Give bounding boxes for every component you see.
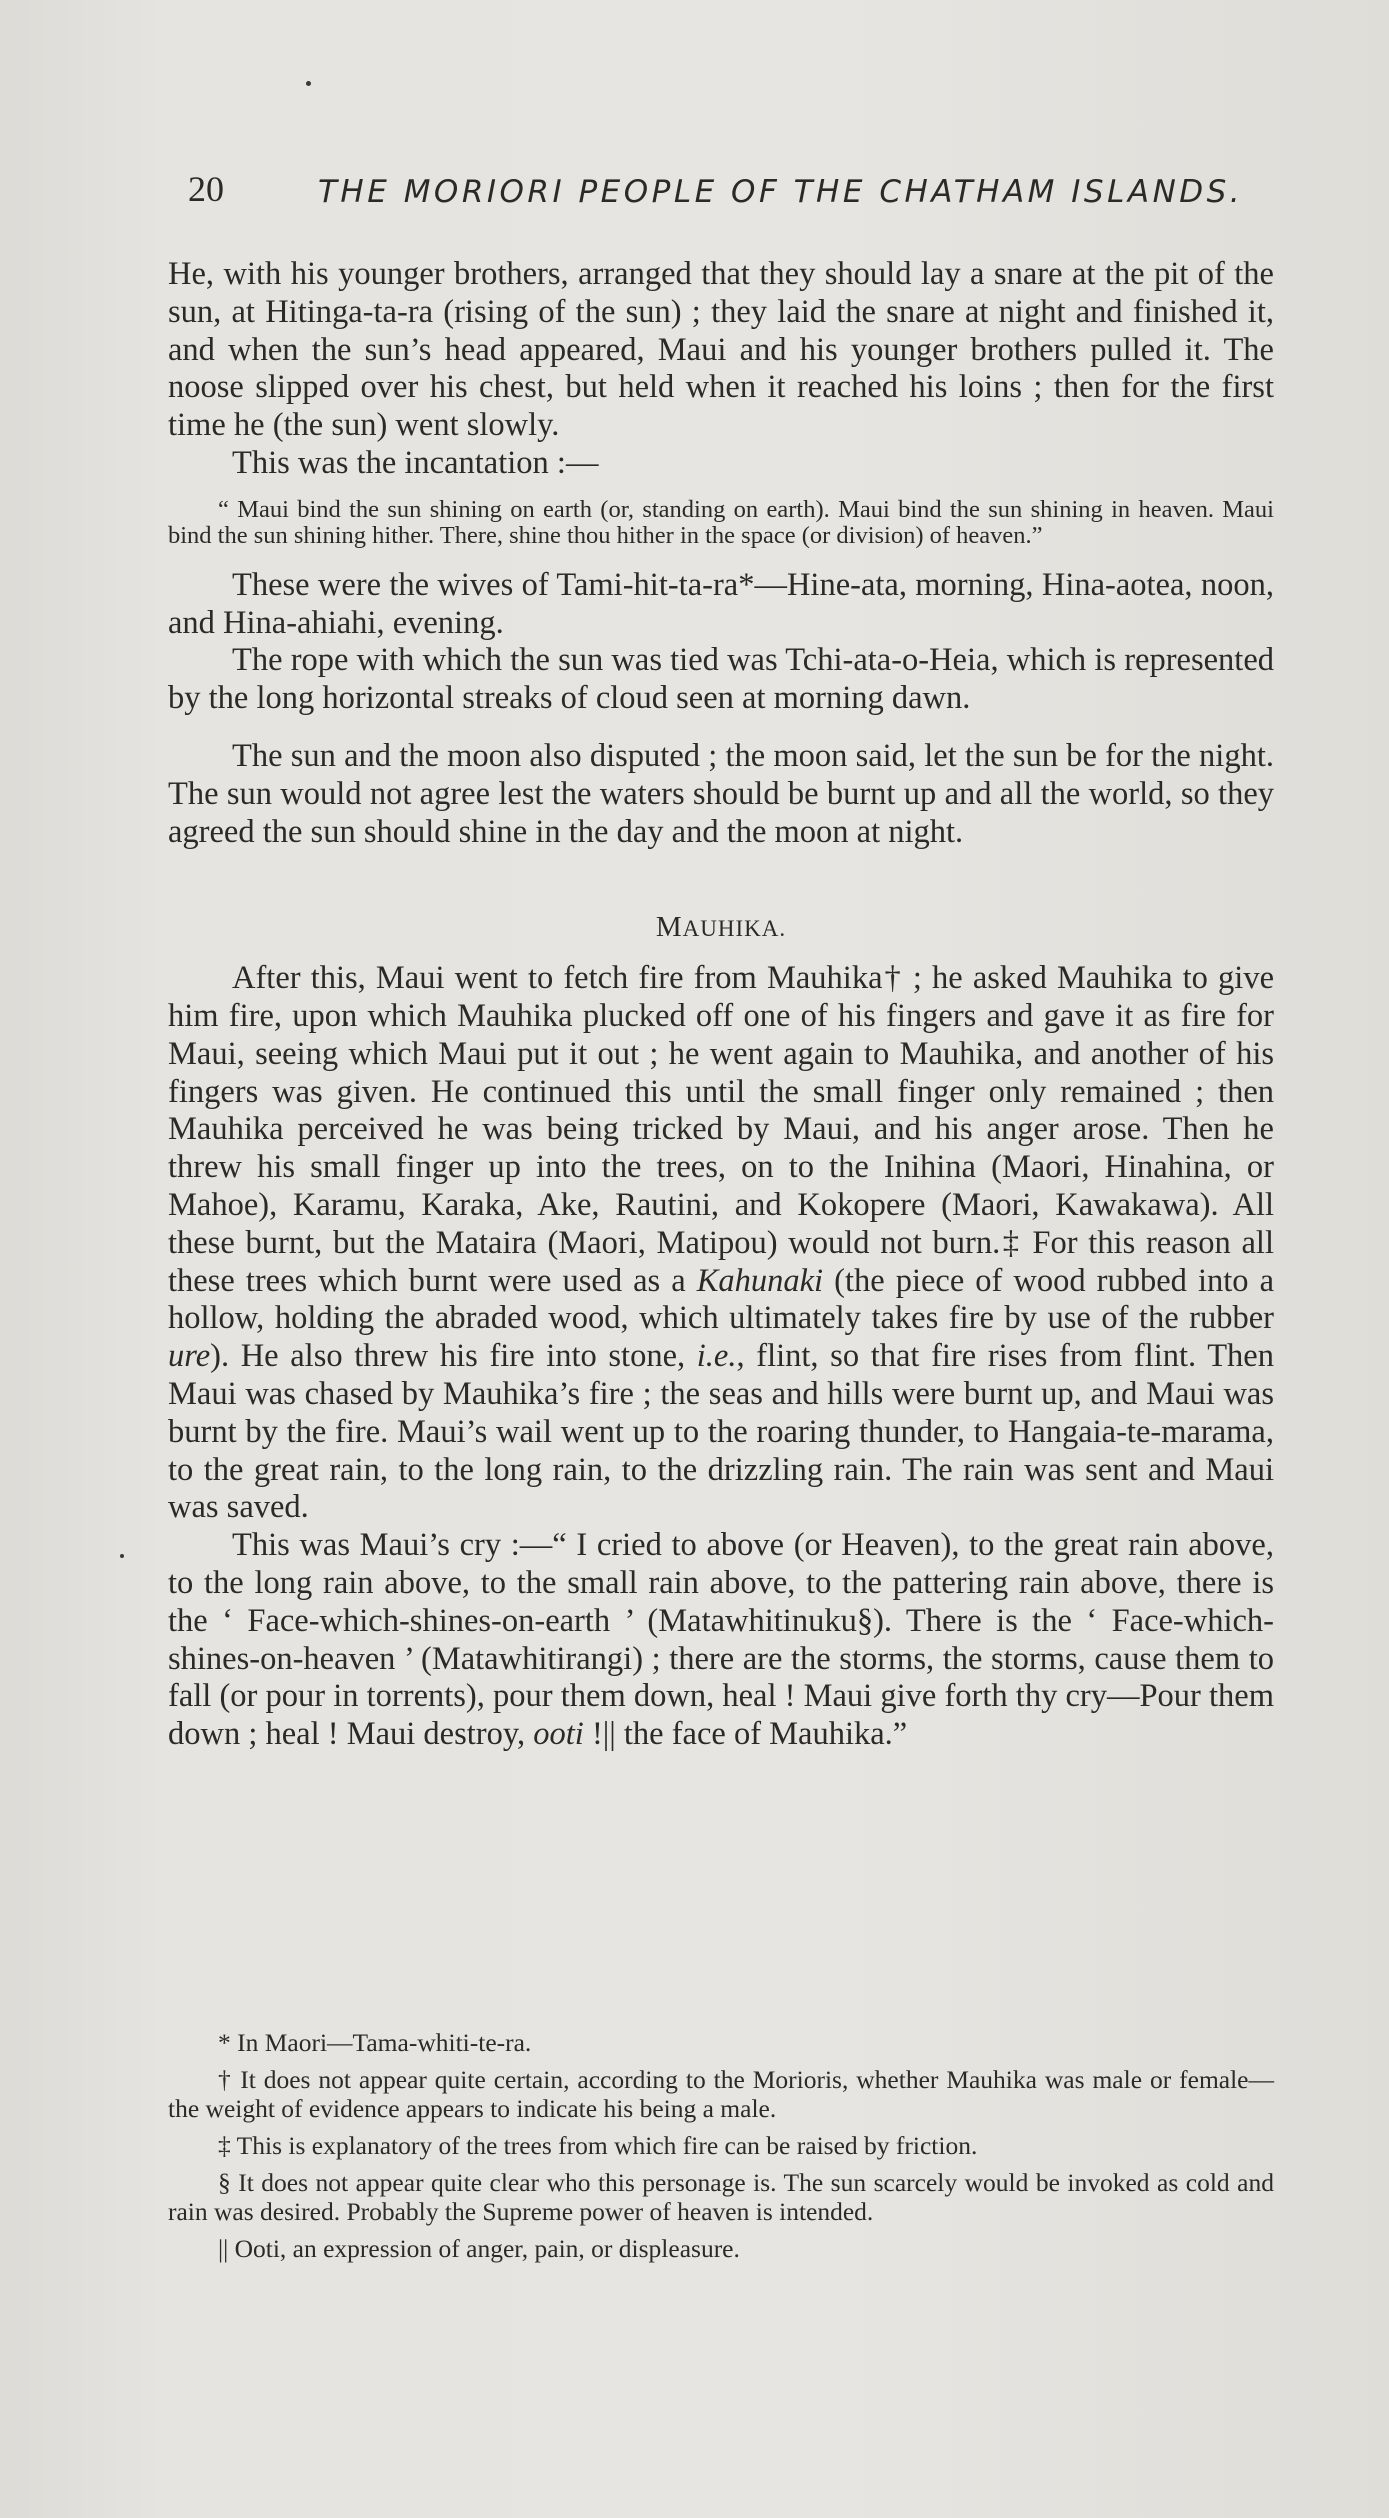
text-run: (the piece of wood rubbed into a hollow, holding the abraded wood, which ultimately takes fire by use of the rubber — [168, 1262, 1274, 1337]
paragraph: The rope with which the sun was tied was Tchi-ata-o-Heia, which is represented by the long horizontal streaks of cloud seen at morning dawn. — [168, 642, 1274, 717]
paragraph: The sun and the moon also disputed ; the moon said, let the sun be for the night. The sun would not agree lest the waters should be burnt up and all the world, so they agreed the sun should shine in the day and the moon at night. — [168, 737, 1274, 850]
main-text — [168, 256, 1274, 1754]
page-number: 20 — [188, 169, 224, 209]
italic-term: i.e. — [696, 1338, 737, 1375]
print-speck — [306, 81, 311, 86]
paragraph — [168, 1527, 1274, 1754]
text-run: , flint, so that fire rises from flint. Then Maui was chased by Mauhika’s fire ; the seas and hills were burnt up, and Maui was burnt by the fire. Maui’s wail went up to the roaring thunder, to Hangaia-te-marama, to the great rain, to the long rain, to the drizzling rain. The rain was sent and Maui was saved. — [168, 1338, 1274, 1526]
print-speck — [120, 1554, 124, 1558]
heading-initial: M — [655, 911, 683, 944]
text-run: This was Maui’s cry :—“ I cried to above (or Heaven), to the great rain above, to the long rain above, to the small rain above, to the pattering rain above, there is the ‘ Face-which-shines-on-earth ’ (Matawhitinuku§). There is the ‘ Face-which-shines-on-heaven ’ (Matawhitirangi) ; there are the storms, the storms, cause them to fall (or pour in torrents), pour them down, heal ! Maui give forth thy cry—Pour them down ; heal ! Maui destroy, — [168, 1527, 1274, 1753]
section-heading — [168, 909, 1274, 948]
heading-rest: AUHIKA. — [682, 916, 787, 942]
incantation-quote: “ Maui bind the sun shining on earth (or, standing on earth). Maui bind the sun shining in heaven. Maui bind the sun shining hither. There, shine thou hither in the space (or division) of heaven.” — [168, 495, 1274, 549]
text-run: After this, Maui went to fetch fire from Mauhika† ; he asked Mauhika to give him fire, upon which Mauhika plucked off one of his fingers and gave it as fire for Maui, seeing which Maui put it out ; he went again to Mauhika, and another of his fingers was given. He continued this until the small finger only remained ; then Mauhika perceived he was being tricked by Maui, and his anger arose. Then he threw his small finger up into the trees, on to the Inihina (Maori, Hinahina, or Mahoe), Karamu, Karaka, Ake, Rautini, and Kokopere (Maori, Kawakawa). All these burnt, but the Mataira (Maori, Matipou) would not burn.‡ For this reason all these trees which burnt were used as a — [168, 960, 1274, 1299]
footnote: || Ooti, an expression of anger, pain, or displeasure. — [218, 2234, 740, 2263]
footnote: * In Maori—Tama-whiti-te-ra. — [218, 2028, 532, 2057]
text-run: !|| the face of Mauhika.” — [583, 1716, 908, 1753]
paragraph: He, with his younger brothers, arranged that they should lay a snare at the pit of the sun, at Hitinga-ta-ra (rising of the sun) ; they laid the snare at night and finished it, and when the sun’s head appeared, Maui and his younger brothers pulled it. The noose slipped over his chest, but held when it reached his loins ; then for the first time he (the sun) went slowly. — [168, 256, 1274, 444]
footnotes — [168, 2028, 1274, 2271]
paragraph — [168, 960, 1274, 1527]
footnote: † It does not appear quite certain, according to the Morioris, whether Mauhika was male or female—the weight of evidence appears to indicate his being a male. — [168, 2065, 1274, 2123]
footnote: ‡ This is explanatory of the trees from which fire can be raised by friction. — [218, 2131, 978, 2160]
paragraph: These were the wives of Tami-hit-ta-ra*—Hine-ata, morning, Hina-aotea, noon, and Hina-ahiahi, evening. — [168, 566, 1274, 641]
italic-term: ooti — [533, 1716, 584, 1753]
italic-term: ure — [168, 1338, 211, 1375]
text-run: ). He also threw his fire into stone, — [210, 1338, 697, 1375]
italic-term: Kahunaki — [696, 1262, 824, 1299]
running-title: THE MORIORI PEOPLE OF THE CHATHAM ISLANDS. — [318, 174, 1244, 210]
footnote: § It does not appear quite clear who this personage is. The sun scarcely would be invoked as cold and rain was desired. Probably the Supreme power of heaven is intended. — [168, 2168, 1274, 2226]
page-header — [188, 166, 1244, 226]
paragraph: This was the incantation :— — [232, 444, 599, 481]
